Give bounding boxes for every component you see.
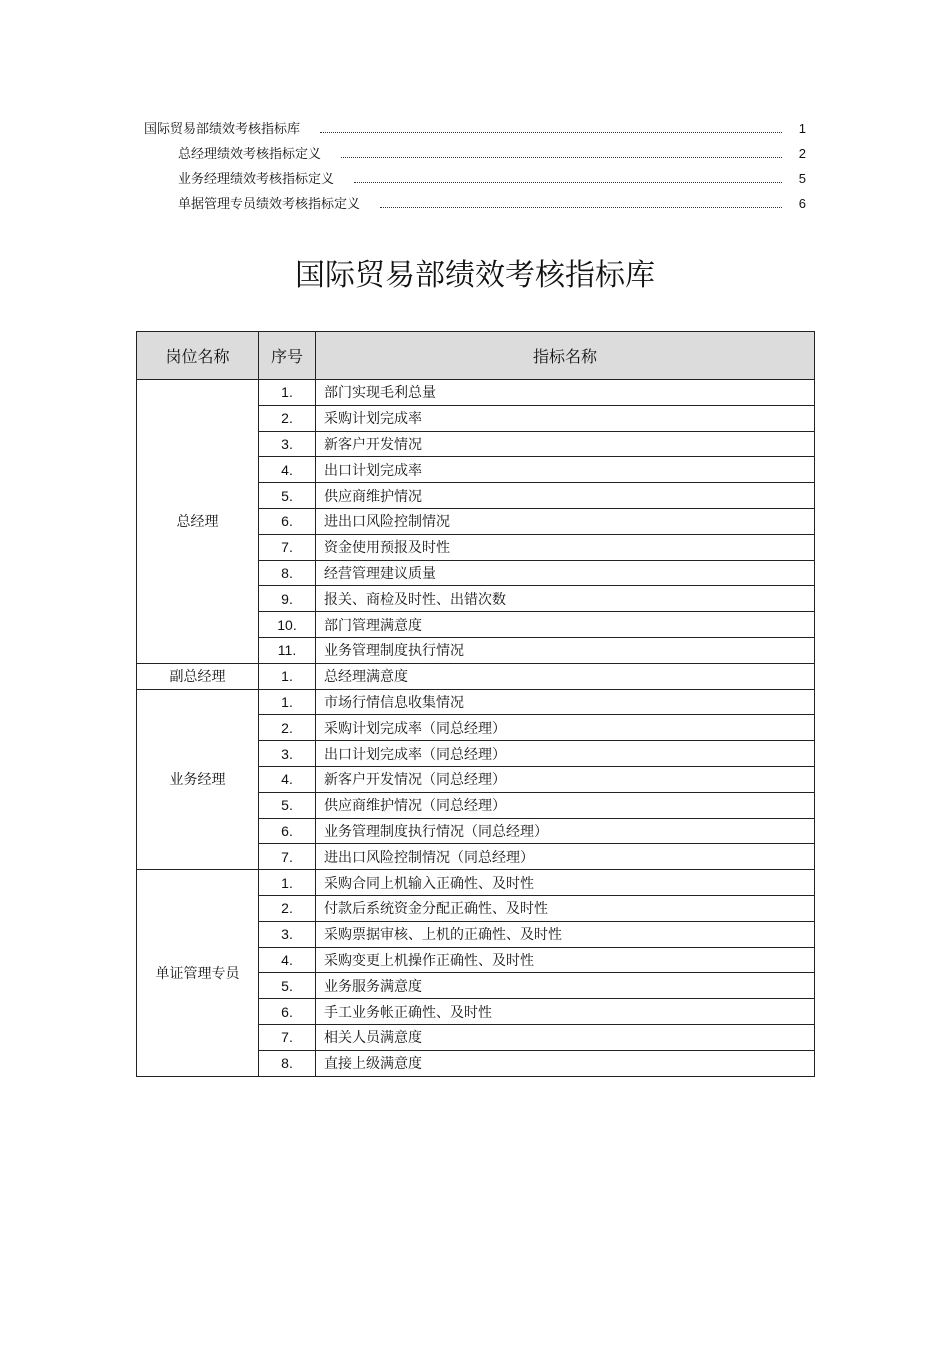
seq-cell: 3.: [259, 431, 316, 457]
seq-cell: 1.: [259, 870, 316, 896]
toc-entry[interactable]: [178, 171, 806, 188]
indicator-name-cell: 总经理满意度: [316, 663, 815, 689]
indicator-name-cell: 直接上级满意度: [316, 1050, 815, 1076]
toc-entry-label: 国际贸易部绩效考核指标库: [144, 122, 301, 137]
toc-entry-page: 5: [798, 171, 806, 186]
seq-cell: 10.: [259, 612, 316, 638]
table-row: [137, 663, 815, 689]
toc-entry-page: 1: [798, 121, 806, 136]
seq-cell: 2.: [259, 895, 316, 921]
indicator-name-cell: 进出口风险控制情况: [316, 508, 815, 534]
indicator-name-cell: 手工业务帐正确性、及时性: [316, 999, 815, 1025]
indicator-name-cell: 业务服务满意度: [316, 973, 815, 999]
indicator-name-cell: 相关人员满意度: [316, 1024, 815, 1050]
seq-cell: 8.: [259, 560, 316, 586]
seq-cell: 4.: [259, 766, 316, 792]
role-cell: 业务经理: [137, 689, 259, 870]
indicator-name-cell: 报关、商检及时性、出错次数: [316, 586, 815, 612]
indicator-name-cell: 采购变更上机操作正确性、及时性: [316, 947, 815, 973]
indicator-name-cell: 供应商维护情况: [316, 483, 815, 509]
indicator-name-cell: 出口计划完成率: [316, 457, 815, 483]
role-cell: 总经理: [137, 380, 259, 664]
seq-cell: 3.: [259, 921, 316, 947]
toc-entry[interactable]: [178, 146, 806, 163]
table-row: [137, 380, 815, 406]
indicator-name-cell: 新客户开发情况: [316, 431, 815, 457]
toc-entry-label: 业务经理绩效考核指标定义: [178, 172, 335, 187]
indicator-name-cell: 采购计划完成率: [316, 405, 815, 431]
seq-cell: 11.: [259, 637, 316, 663]
indicator-name-cell: 采购计划完成率（同总经理）: [316, 715, 815, 741]
table-body: [137, 380, 815, 1077]
indicator-name-cell: 资金使用预报及时性: [316, 534, 815, 560]
indicator-name-cell: 新客户开发情况（同总经理）: [316, 766, 815, 792]
table-header-row: [137, 332, 815, 380]
kpi-table: [136, 331, 815, 1077]
seq-cell: 4.: [259, 947, 316, 973]
toc-leader-dots: [354, 182, 782, 183]
indicator-name-cell: 经营管理建议质量: [316, 560, 815, 586]
indicator-name-cell: 出口计划完成率（同总经理）: [316, 741, 815, 767]
seq-cell: 3.: [259, 741, 316, 767]
seq-cell: 5.: [259, 792, 316, 818]
toc-leader-dots: [320, 132, 782, 133]
seq-cell: 6.: [259, 999, 316, 1025]
indicator-name-cell: 采购合同上机输入正确性、及时性: [316, 870, 815, 896]
seq-cell: 5.: [259, 973, 316, 999]
toc-entry-label: 总经理绩效考核指标定义: [178, 147, 322, 162]
indicator-name-cell: 进出口风险控制情况（同总经理）: [316, 844, 815, 870]
header-seq: 序号: [259, 332, 316, 380]
toc-entry-label: 单据管理专员绩效考核指标定义: [178, 197, 361, 212]
seq-cell: 9.: [259, 586, 316, 612]
indicator-name-cell: 业务管理制度执行情况（同总经理）: [316, 818, 815, 844]
indicator-name-cell: 市场行情信息收集情况: [316, 689, 815, 715]
toc-entry[interactable]: [178, 196, 806, 213]
seq-cell: 5.: [259, 483, 316, 509]
seq-cell: 4.: [259, 457, 316, 483]
indicator-name-cell: 部门实现毛利总量: [316, 380, 815, 406]
table-row: [137, 689, 815, 715]
seq-cell: 1.: [259, 689, 316, 715]
indicator-name-cell: 付款后系统资金分配正确性、及时性: [316, 895, 815, 921]
seq-cell: 1.: [259, 380, 316, 406]
header-role: 岗位名称: [137, 332, 259, 380]
toc-leader-dots: [341, 157, 782, 158]
table-row: [137, 870, 815, 896]
indicator-name-cell: 供应商维护情况（同总经理）: [316, 792, 815, 818]
document-title: 国际贸易部绩效考核指标库: [295, 258, 655, 293]
seq-cell: 7.: [259, 844, 316, 870]
seq-cell: 2.: [259, 405, 316, 431]
toc-entry-page: 6: [798, 196, 806, 211]
seq-cell: 7.: [259, 534, 316, 560]
role-cell: 单证管理专员: [137, 870, 259, 1076]
indicator-name-cell: 采购票据审核、上机的正确性、及时性: [316, 921, 815, 947]
toc-entry[interactable]: [144, 121, 806, 138]
seq-cell: 1.: [259, 663, 316, 689]
seq-cell: 8.: [259, 1050, 316, 1076]
seq-cell: 6.: [259, 818, 316, 844]
seq-cell: 7.: [259, 1024, 316, 1050]
indicator-name-cell: 业务管理制度执行情况: [316, 637, 815, 663]
toc-leader-dots: [380, 207, 782, 208]
seq-cell: 2.: [259, 715, 316, 741]
seq-cell: 6.: [259, 508, 316, 534]
indicator-name-cell: 部门管理满意度: [316, 612, 815, 638]
toc-entry-page: 2: [798, 146, 806, 161]
header-indicator: 指标名称: [316, 332, 815, 380]
role-cell: 副总经理: [137, 663, 259, 689]
